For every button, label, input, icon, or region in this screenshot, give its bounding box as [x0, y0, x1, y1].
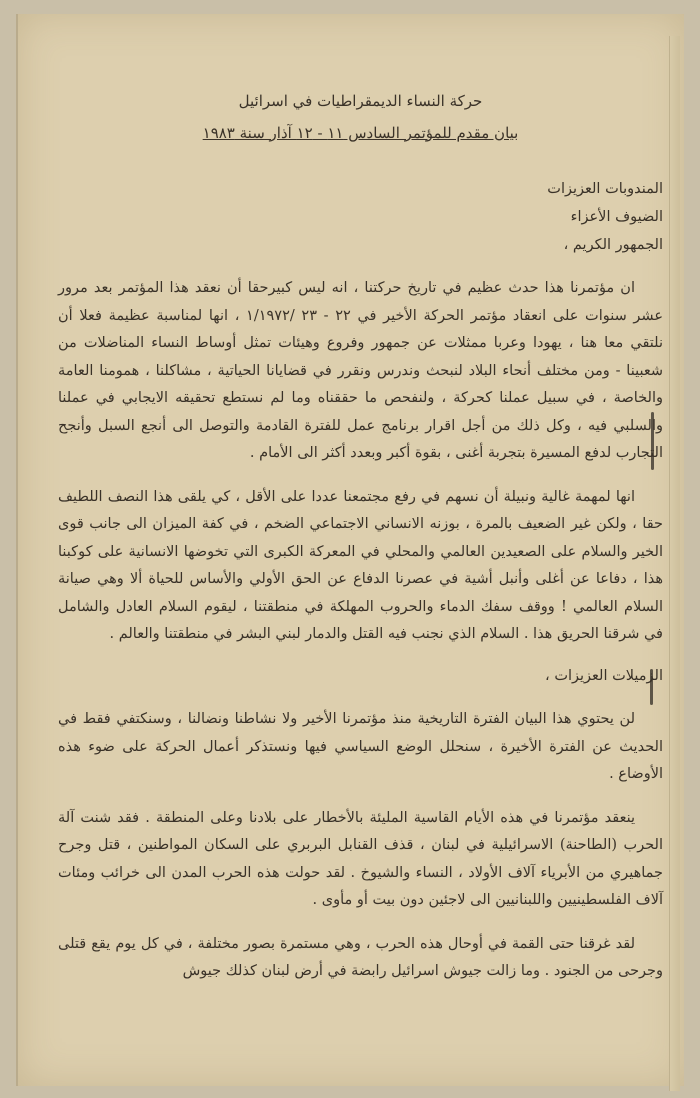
paragraph: لقد غرقنا حتى القمة في أوحال هذه الحرب ، وهي مستمرة بصور مختلفة ، في كل يوم يقع قتلى وجرحى من الجنود . وما زالت جيوش اسرائيل رابضة في أرض لبنان كذلك جيوش — [58, 935, 663, 979]
address-line: الزميلات العزيزات ، — [545, 667, 663, 684]
document-subheading: بيان مقدم للمؤتمر السادس ١١ - ١٢ آذار سنة ١٩٨٣ — [202, 123, 519, 142]
page-edge — [669, 36, 680, 1091]
salutation-line: الجمهور الكريم ، — [563, 237, 663, 253]
paragraph: لن يحتوي هذا البيان الفترة التاريخية منذ مؤتمرنا الأخير ولا نشاطنا ونضالنا ، وسنكتفي فقط في الحديث عن الفترة الأخيرة ، سنحلل الوضع السياسي فيها ونستذكر أعمال الحركة على ضوء هذه الأوضاع . — [58, 711, 663, 782]
document-heading: حركة النساء الديمقراطيات في اسرائيل — [238, 92, 483, 110]
salutation-line: المندوبات العزيزات — [547, 181, 663, 197]
paragraph: ان مؤتمرنا هذا حدث عظيم في تاريخ حركتنا ، انه ليس كبيرحقا أن نعقد هذا المؤتمر بعد مرور عشر سنوات على انعقاد مؤتمر الحركة الأخير في ٢٢ - ٢٣ /١/١٩٧٢ ، انها لمناسبة عظيمة فعلا أن نلتقي معا هنا ، يهودا وعربا ممثلات عن جمهور وفروع وهيئات تمثل أوساط النساء المناضلات من شعبينا - ومن مختلف أنحاء البلاد لنبحث وندرس ونقرر في قضايانا الحياتية ، مشاكلنا ، همومنا العامة والخاصة ، في سبيل عملنا كحركة ، ولنفحص ما حققناه وما لم نستطع تحقيقه الايجابي في عملنا والسلبي فيه ، وكل ذلك من أجل اقرار برنامج عمل للفترة القادمة والتوصل الى أنجع السبل وأنجح التجارب لدفع المسيرة بتجربة أغنى ، بقوة أكبر وبعدد أكثر الى الأمام . — [58, 280, 664, 461]
salutation-line: الضيوف الأعزاء — [570, 209, 663, 225]
paragraph: ينعقد مؤتمرنا في هذه الأيام القاسية المليئة بالأخطار على بلادنا وعلى المنطقة . فقد شنت آلة الحرب (الطاحنة) الاسرائيلية في لبنان ، قذف القنابل البربري على السكان المواطنين ، قتل وجرح جماهيري من الأبرياء آلاف الأولاد ، النساء والشيوخ . لقد حولت هذه الحرب المدن الى خرائب ومئات آلاف الفلسطينيين واللبنانيين الى لاجئين دون بيت أو مأوى . — [58, 809, 663, 908]
document-page — [16, 14, 684, 1086]
paragraph: انها لمهمة غالية ونبيلة أن نسهم في رفع مجتمعنا عددا على الأقل ، كي يلقى هذا النصف اللطيف حقا ، ولكن غير الضعيف بالمرة ، بوزنه الانساني الاجتماعي الضخم ، في كفة الميزان الى جانب قوى الخير والسلام على الصعيدين العالمي والمحلي في المعركة الكبرى التي تخوضها الانسانية على كوكبنا هذا ، دفاعا عن أغلى وأنبل أشية في عصرنا الدفاع عن الحق الأولي والأساس للحياة ألا وهي صيانة السلام العالمي ! ووقف سفك الدماء والحروب المهلكة في منطقتنا ، ليقوم السلام العادل والشامل في شرقنا الحريق هذا . السلام الذي نجنب فيه القتل والدمار لبني البشر في منطقتنا والعالم . — [58, 488, 663, 642]
document-content — [58, 74, 663, 986]
salutation-block — [58, 175, 663, 259]
